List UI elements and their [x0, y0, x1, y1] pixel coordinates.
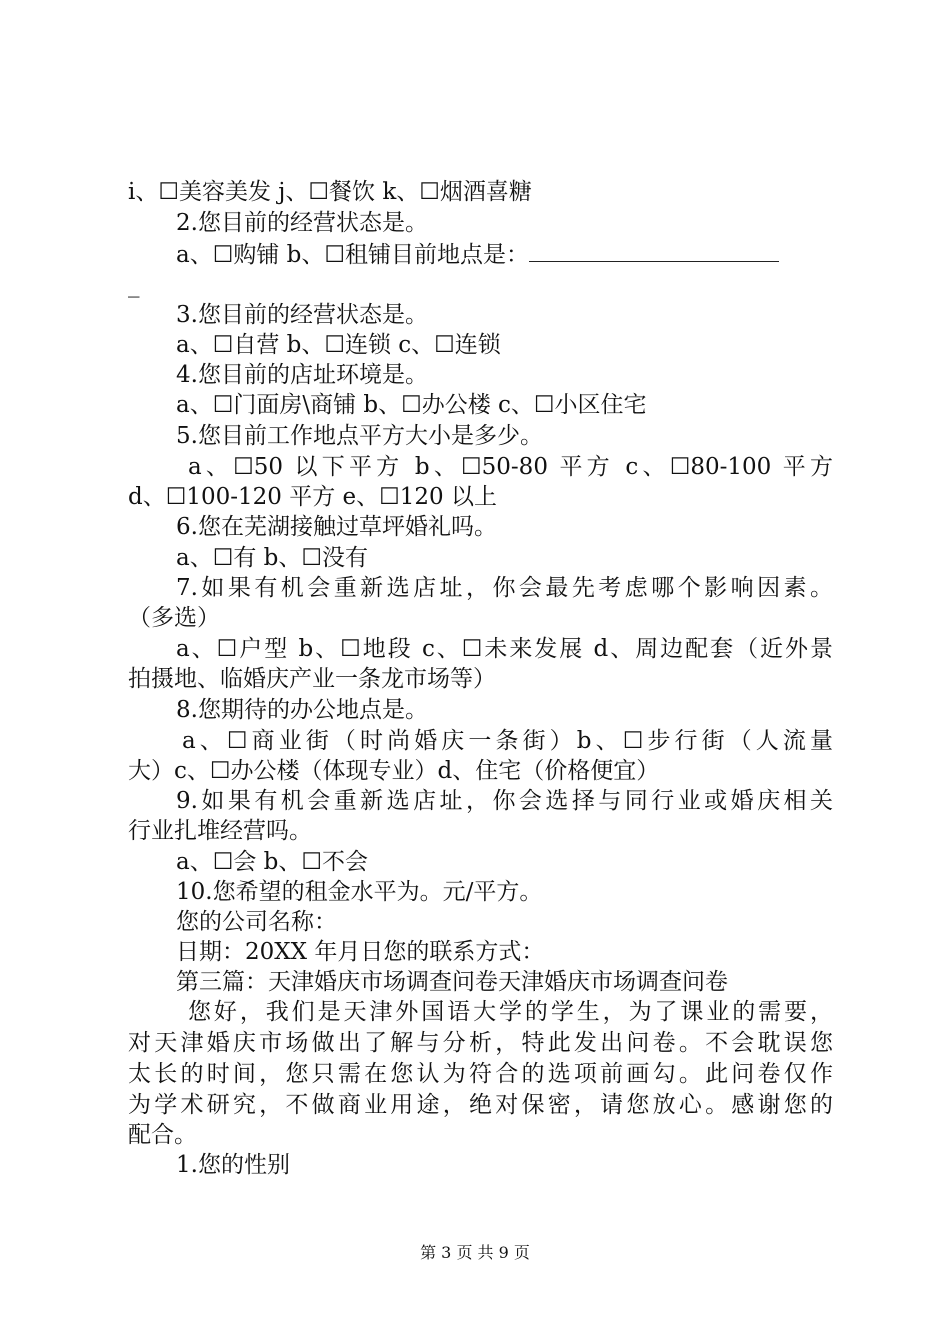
- text-line: i、☐美容美发 j、☐餐饮 k、☐烟酒喜糖: [128, 179, 532, 205]
- text-line: _: [128, 272, 140, 298]
- intro-paragraph-line: 配合。: [128, 1122, 197, 1148]
- page-footer: 第 3 页 共 9 页: [420, 1243, 530, 1262]
- fill-in-blank: [529, 239, 779, 262]
- text-line: 大）c、☐办公楼（体现专业）d、住宅（价格便宜）: [128, 758, 660, 784]
- answer-line: a、☐自营 b、☐连锁 c、☐连锁: [176, 332, 501, 358]
- section-heading: 第三篇：天津婚庆市场调查问卷天津婚庆市场调查问卷: [176, 969, 728, 995]
- intro-paragraph-line: 您好，我们是天津外国语大学的学生，为了课业的需要，: [188, 999, 833, 1025]
- question-6: 6.您在芜湖接触过草坪婚礼吗。: [176, 514, 497, 540]
- date-contact-line: 日期：20XX 年月日您的联系方式：: [176, 939, 545, 965]
- question-8: 8.您期待的办公地点是。: [176, 697, 428, 723]
- question-5: 5.您目前工作地点平方大小是多少。: [176, 423, 543, 449]
- question-2: 2.您目前的经营状态是。: [176, 210, 428, 236]
- question-10: 10.您希望的租金水平为。元/平方。: [176, 879, 543, 905]
- intro-paragraph-line: 对天津婚庆市场做出了解与分析，特此发出问卷。不会耽误您: [128, 1030, 833, 1056]
- text-line: （多选）: [128, 605, 220, 631]
- answer-line: a、☐户型 b、☐地段 c、☐未来发展 d、周边配套（近外景: [176, 636, 833, 662]
- question-1: 1.您的性别: [176, 1152, 290, 1178]
- answer-options: a、☐购铺 b、☐租铺目前地点是：: [176, 242, 529, 268]
- answer-line: a、☐有 b、☐没有: [176, 545, 368, 571]
- question-9: 9.如果有机会重新选店址，你会选择与同行业或婚庆相关: [176, 788, 833, 814]
- answer-line: a、☐50 以下平方 b、☐50-80 平方 c、☐80-100 平方: [188, 454, 833, 480]
- intro-paragraph-line: 太长的时间，您只需在您认为符合的选项前画勾。此问卷仅作: [128, 1061, 833, 1087]
- text-line: 拍摄地、临婚庆产业一条龙市场等）: [128, 666, 496, 692]
- company-name-line: 您的公司名称：: [176, 909, 337, 935]
- answer-line: [176, 239, 833, 270]
- answer-line: d、☐100-120 平方 e、☐120 以上: [128, 484, 497, 510]
- question-3: 3.您目前的经营状态是。: [176, 302, 428, 328]
- intro-paragraph-line: 为学术研究，不做商业用途，绝对保密，请您放心。感谢您的: [128, 1092, 833, 1118]
- question-7: 7.如果有机会重新选店址，你会最先考虑哪个影响因素。: [176, 575, 833, 601]
- answer-line: a、☐会 b、☐不会: [176, 849, 368, 875]
- text-line: 行业扎堆经营吗。: [128, 818, 312, 844]
- question-4: 4.您目前的店址环境是。: [176, 362, 428, 388]
- answer-line: a、☐商业街（时尚婚庆一条街）b、☐步行街（人流量: [182, 728, 833, 754]
- answer-line: a、☐门面房\商铺 b、☐办公楼 c、☐小区住宅: [176, 392, 647, 418]
